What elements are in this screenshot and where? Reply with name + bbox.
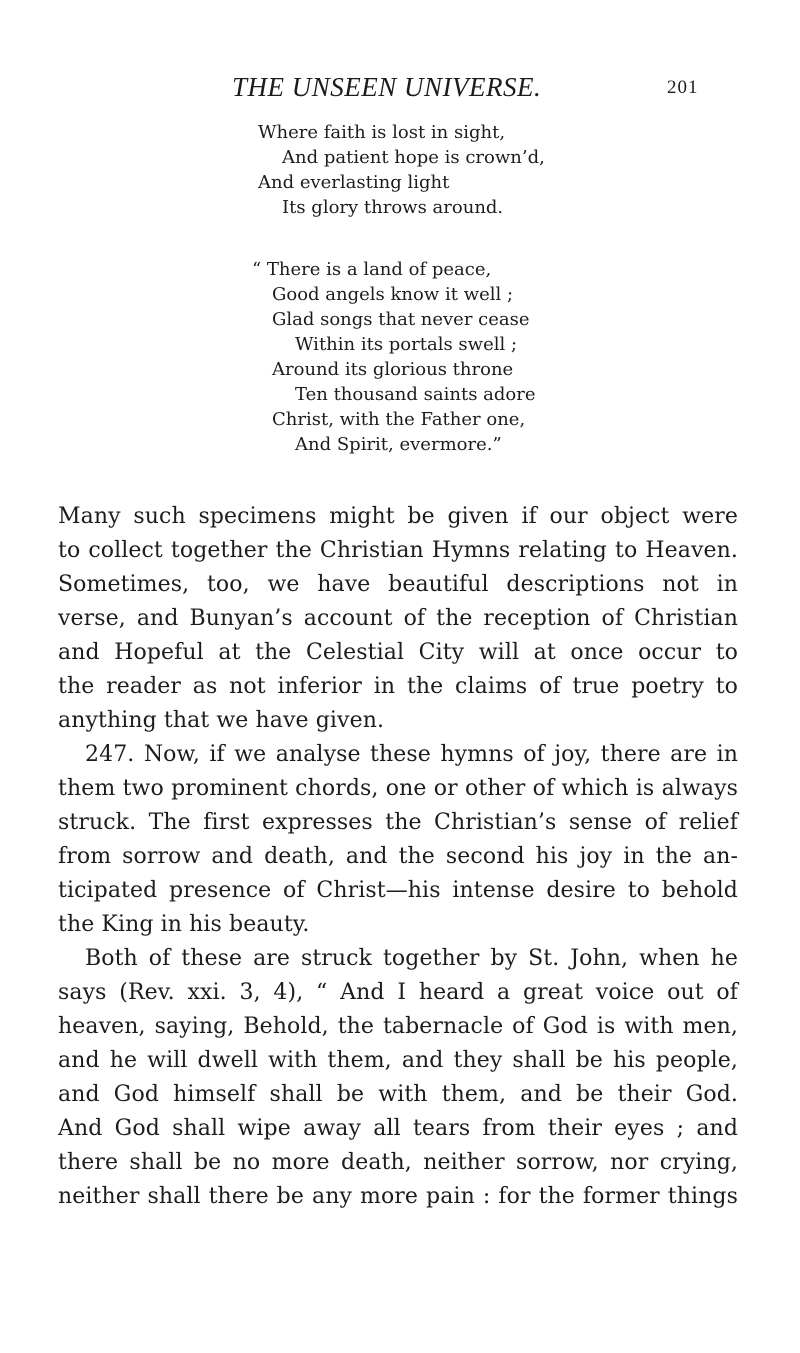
paragraph-line: the King in his beauty.: [58, 912, 310, 937]
poem-line: Christ, with the Father one,: [272, 409, 526, 430]
poem-line: Where faith is lost in sight,: [258, 122, 506, 143]
running-header: [0, 72, 800, 102]
paragraph-line: the reader as not inferior in the claims of true poetry to: [58, 674, 738, 699]
paragraph-line: and Hopeful at the Celestial City will at once occur to: [58, 640, 738, 665]
paragraph-line: Sometimes, too, we have beautiful descriptions not in: [58, 572, 738, 597]
poem-line: Around its glorious throne: [272, 359, 514, 380]
running-title: THE UNSEEN UNIVERSE.: [232, 72, 542, 102]
paragraph-line: And God shall wipe away all tears from their eyes ; and: [58, 1116, 738, 1141]
page-number: 201: [667, 77, 699, 98]
paragraph-line: anything that we have given.: [58, 708, 385, 733]
paragraph-line: from sorrow and death, and the second his joy in the an-: [58, 844, 738, 869]
paragraph-line: 247. Now, if we analyse these hymns of joy, there are in: [85, 742, 738, 767]
poem-line: And Spirit, evermore.”: [295, 434, 502, 455]
paragraph-line: to collect together the Christian Hymns relating to Heaven.: [58, 538, 738, 563]
paragraph-line: verse, and Bunyan’s account of the reception of Christian: [58, 606, 738, 631]
paragraph-line: Both of these are struck together by St. John, when he: [85, 946, 738, 971]
paragraph-line: neither shall there be any more pain : for the former things: [58, 1184, 738, 1209]
poem-line: And patient hope is crown’d,: [282, 147, 545, 168]
paragraph-line: says (Rev. xxi. 3, 4), “ And I heard a great voice out of: [58, 980, 738, 1005]
paragraph-line: and he will dwell with them, and they shall be his people,: [58, 1048, 738, 1073]
poem-line: Its glory throws around.: [282, 197, 504, 218]
poem-line: Glad songs that never cease: [272, 309, 530, 330]
paragraph-line: there shall be no more death, neither sorrow, nor crying,: [58, 1150, 738, 1175]
paragraph-line: and God himself shall be with them, and be their God.: [58, 1082, 738, 1107]
poem-line: Within its portals swell ;: [295, 334, 518, 355]
paragraph-line: Many such specimens might be given if our object were: [58, 504, 738, 529]
paragraph-line: them two prominent chords, one or other of which is always: [58, 776, 738, 801]
paragraph-line: struck. The first expresses the Christian’s sense of relief: [58, 810, 738, 835]
paragraph-line: heaven, saying, Behold, the tabernacle of God is with men,: [58, 1014, 738, 1039]
paragraph-line: ticipated presence of Christ—his intense desire to behold: [58, 878, 738, 903]
poem-line: Good angels know it well ;: [272, 284, 514, 305]
poem-line: Ten thousand saints adore: [295, 384, 536, 405]
poem-line: And everlasting light: [258, 172, 450, 193]
poem-line: “ There is a land of peace,: [252, 259, 492, 280]
